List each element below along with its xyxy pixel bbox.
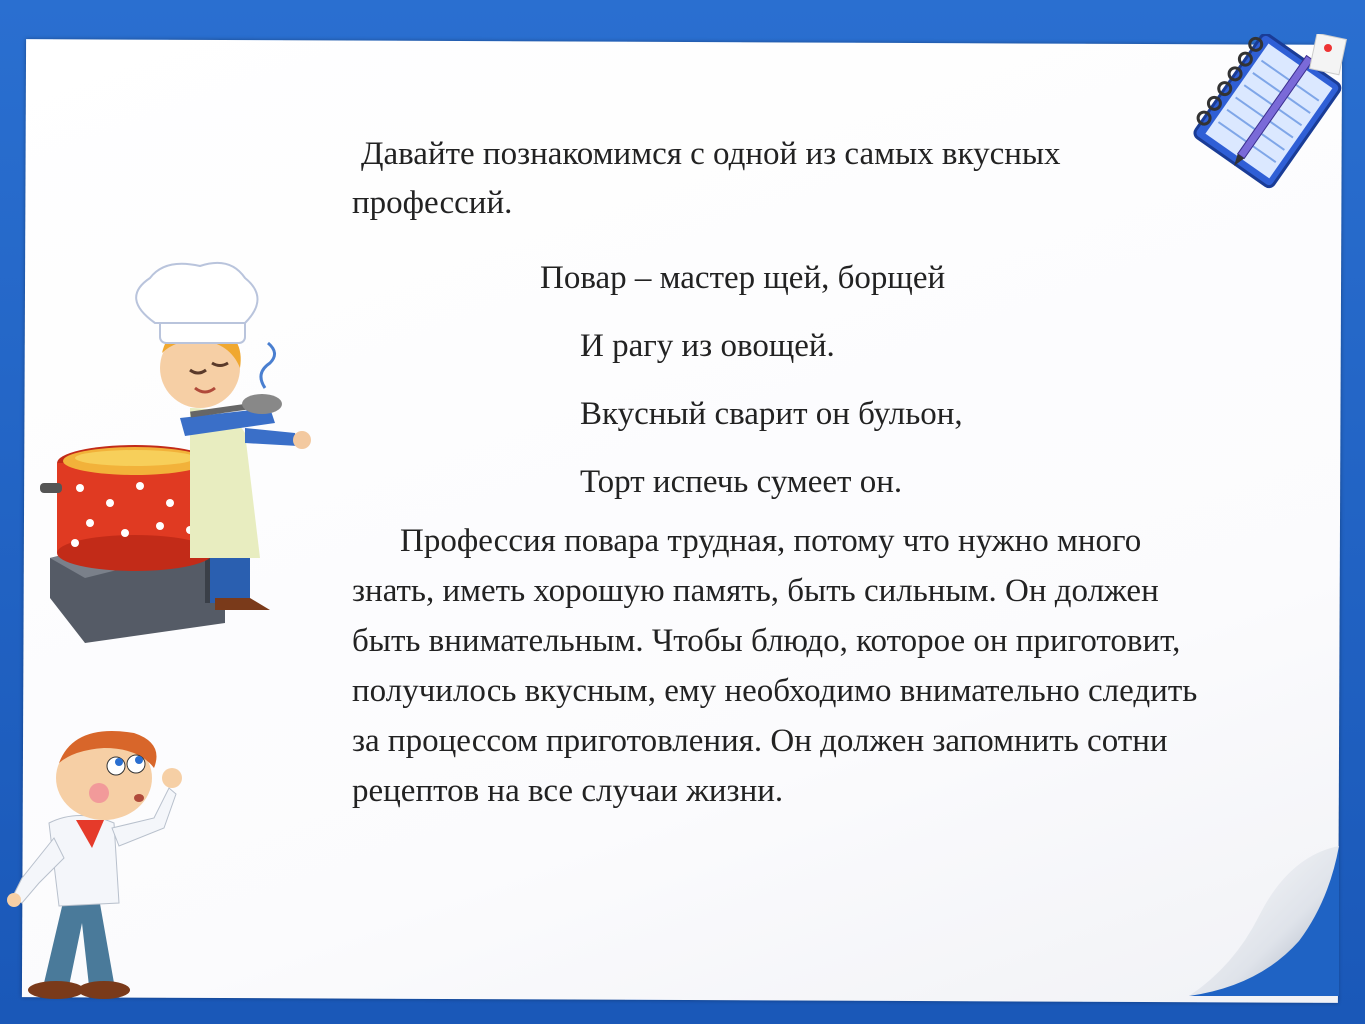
notebook-icon [1188, 34, 1348, 194]
poem-line: И рагу из овощей. [580, 328, 835, 364]
poem [352, 244, 1202, 516]
slide-text [352, 130, 1202, 816]
page-curl [1189, 846, 1339, 996]
poem-line: Торт испечь сумеет он. [580, 464, 903, 500]
thinking-boy-illustration [4, 728, 199, 1003]
intro-text: Давайте познакомимся с одной из самых вкусных профессий. [352, 136, 1061, 221]
poem-line: Вкусный сварит он бульон, [580, 396, 963, 432]
description-paragraph: Профессия повара трудная, потому что нужно много знать, иметь хорошую память, быть сильным. Он должен быть внимательным. Чтобы блюдо, которое он приготовит, получилось вкусным, ему необходимо внимательно следить за процессом приготовления. Он должен запомнить сотни рецептов на все случаи жизни. [352, 523, 1198, 809]
chef-illustration [40, 258, 330, 643]
poem-line: Повар – мастер щей, борщей [540, 260, 946, 296]
